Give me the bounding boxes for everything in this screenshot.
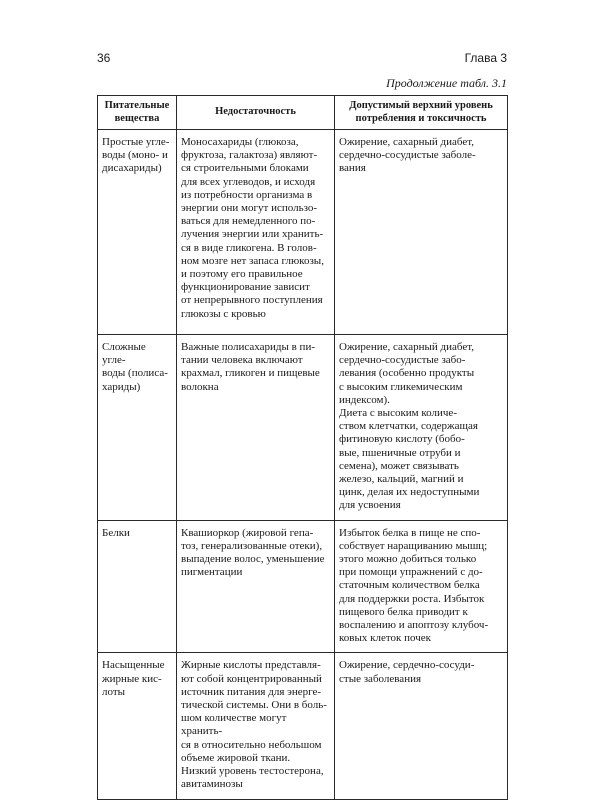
deficiency-cell: Моносахариды (глюкоза, фруктоза, галактоза) являют- ся строительными блоками для всех углеводов, и исходя из потребности организма в энергии они могут использо- ваться для немедленного по- лучения энергии или хранить- ся в виде гликогена. В голов- ном мозге нет запаса глюкозы, и поэтому его правильное функционирование зависит от непрерывного поступления глюкозы с кровью xyxy=(177,130,335,335)
deficiency-cell: Важные полисахариды в пи- тании человека включают крахмал, гликоген и пищевые волокна xyxy=(177,335,335,521)
chapter-title: Глава 3 xyxy=(464,51,507,65)
deficiency-cell: Квашиоркор (жировой гепа- тоз, генерализованные отеки), выпадение волос, уменьшение пигментации xyxy=(177,520,335,653)
column-header-upper-limit: Допустимый верхний уровень потребления и токсичность xyxy=(335,96,508,130)
table-row xyxy=(98,520,508,653)
page-number: 36 xyxy=(97,51,111,65)
upper-limit-cell: Ожирение, сахарный диабет, сердечно-сосудистые заболе- вания xyxy=(335,130,508,335)
upper-limit-cell: Ожирение, сахарный диабет, сердечно-сосудистые забо- левания (особенно продукты с высоким гликемическим индексом). Диета с высоким количе- ством клетчатки, содержащая фитиновую кислоту (бобо- вые, пшеничные отруби и семена), может связывать железо, кальций, магний и цинк, делая их недоступными для усвоения xyxy=(335,335,508,521)
table-header-row xyxy=(98,96,508,130)
nutrient-name: Простые угле- воды (моно- и дисахариды) xyxy=(98,130,177,335)
page-header xyxy=(97,51,507,69)
deficiency-cell: Жирные кислоты представля- ют собой концентрированный источник питания для энерге- тической системы. Они в боль- шом количестве могут хранить- ся в относительно небольшом объеме жировой ткани. Низкий уровень тестостерона, авитаминозы xyxy=(177,653,335,799)
column-header-nutrients: Питательные вещества xyxy=(98,96,177,130)
nutrient-name: Белки xyxy=(98,520,177,653)
table-row xyxy=(98,335,508,521)
table-row xyxy=(98,653,508,799)
column-header-deficiency: Недостаточность xyxy=(177,96,335,130)
nutrient-name: Насыщенные жирные кис- лоты xyxy=(98,653,177,799)
table-caption: Продолжение табл. 3.1 xyxy=(386,76,507,90)
table-row xyxy=(98,130,508,335)
nutrients-table xyxy=(97,95,508,800)
nutrient-name: Сложные угле- воды (полиса- хариды) xyxy=(98,335,177,521)
upper-limit-cell: Ожирение, сердечно-сосуди- стые заболевания xyxy=(335,653,508,799)
upper-limit-cell: Избыток белка в пище не спо- собствует наращиванию мышц; этого можно добиться только при помощи упражнений с до- статочным количеством белка для поддержки роста. Избыток пищевого белка приводит к воспалению и апоптозу клубоч- ковых клеток почек xyxy=(335,520,508,653)
